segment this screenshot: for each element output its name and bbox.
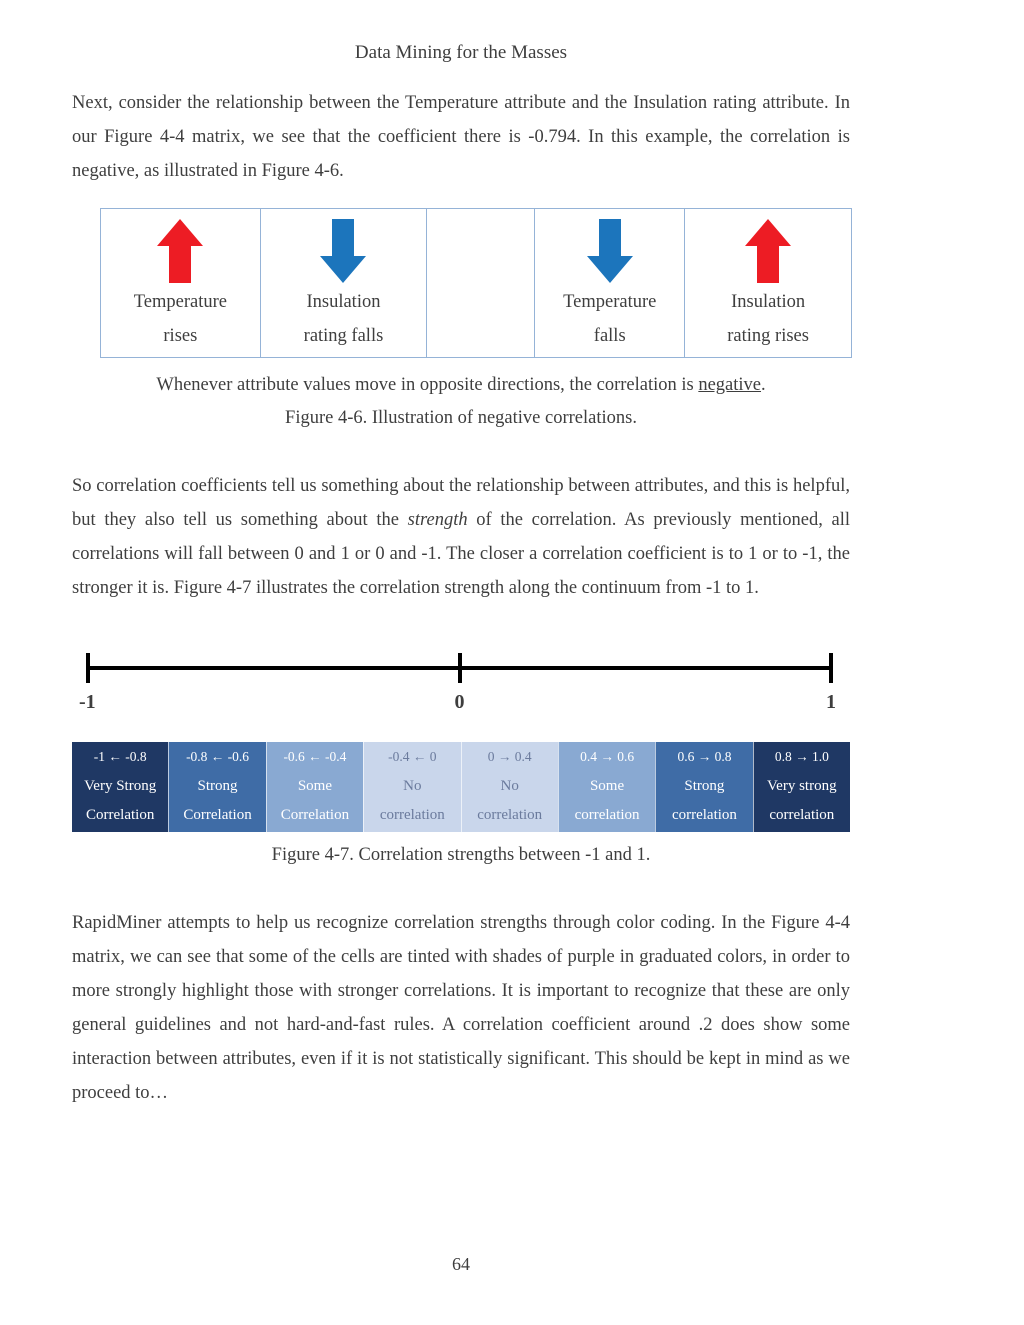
cell-label-line1: Insulation: [306, 292, 381, 312]
figure-cell-empty: [427, 209, 535, 357]
caption-text: Whenever attribute values move in opposite directions, the correlation is: [156, 375, 699, 395]
caption-text: .: [761, 375, 766, 395]
paragraph-intro: Next, consider the relationship between the Temperature attribute and the Insulation rating attribute. In our Figure 4-4 matrix, we see that the coefficient there is -0.794. In this example, the correlation is negative, as illustrated in Figure 4-6.: [72, 93, 850, 181]
strength-label: Strong: [684, 777, 725, 794]
cell-label-line2: rating rises: [727, 326, 809, 346]
range-label: -0.6 ← -0.4: [283, 749, 347, 764]
cell-label: [727, 285, 809, 353]
figure-4-6-caption: Figure 4-6. Illustration of negative correlations.: [285, 408, 637, 428]
strength-label: Some: [297, 777, 333, 794]
range-label: 0.6 → 0.8: [677, 749, 732, 764]
correlation-word: correlation: [477, 807, 543, 823]
strip-cell-no-negative: [363, 742, 460, 832]
correlation-word: Correlation: [183, 807, 252, 823]
down-arrow-icon: [587, 217, 633, 285]
strength-label: Very strong: [767, 777, 837, 794]
cell-label: [563, 285, 656, 353]
italic-word: strength: [407, 510, 468, 530]
up-arrow-icon: [745, 217, 791, 285]
strip-cell-strong-negative: [168, 742, 265, 832]
figure-cell-insulation-rises: [685, 209, 851, 357]
strength-label: Strong: [197, 777, 238, 794]
strength-label: No: [403, 777, 422, 794]
caption-underlined-word: negative: [698, 375, 762, 395]
strength-label: Very Strong: [84, 777, 157, 794]
paragraph-rapidminer: RapidMiner attempts to help us recognize correlation strengths through color coding. In the Figure 4-4 matrix, we can see that some of the cells are tinted with shades of purple in graduated colors, in order to more strongly highlight those with stronger correlations. It is important to recognize that these are only general guidelines and not hard-and-fast rules. A correlation coefficient around .2 does show some interaction between attributes, even if it is not statistically significant. This should be kept in mind as we proceed to…: [72, 913, 850, 1103]
cell-label-line1: Temperature: [133, 292, 227, 312]
cell-label: [134, 285, 227, 353]
strip-cell-strong-positive: [655, 742, 752, 832]
range-label: 0.8 → 1.0: [774, 749, 829, 764]
down-arrow-icon: [320, 217, 366, 285]
figure-4-7-caption: Figure 4-7. Correlation strengths between -1 and 1.: [271, 845, 651, 865]
strip-cell-very-strong-positive: [753, 742, 850, 832]
strength-label: No: [500, 777, 519, 794]
running-header: Data Mining for the Masses: [354, 42, 568, 63]
correlation-word: Correlation: [86, 807, 155, 823]
cell-label-line2: rating falls: [303, 326, 384, 346]
cell-label-line2: rises: [163, 326, 198, 346]
up-arrow-icon: [157, 217, 203, 285]
page-number: 64: [452, 1254, 470, 1274]
correlation-word: correlation: [769, 807, 835, 823]
range-label: 0 → 0.4: [487, 749, 532, 764]
figure-4-6-captions: [72, 369, 850, 435]
paragraph-text: So correlation coefficients tell us something about the relationship between attributes, and this is helpful, but they also tell us something about the: [72, 476, 850, 530]
range-label: -0.8 ← -0.6: [186, 749, 250, 764]
cell-label-line2: falls: [593, 326, 626, 346]
tick-zero: [458, 653, 462, 683]
correlation-word: correlation: [574, 807, 640, 823]
range-label: 0.4 → 0.6: [580, 749, 635, 764]
cell-label: [304, 285, 384, 353]
correlation-word: Correlation: [280, 807, 350, 823]
correlation-strength-strip: [72, 742, 850, 832]
cell-label-line1: Insulation: [731, 292, 806, 312]
axis-label-one: 1: [826, 691, 836, 713]
tick-one: [829, 653, 833, 683]
range-label: -1 ← -0.8: [93, 749, 147, 764]
paragraph-strength: [72, 469, 850, 605]
axis-label-zero: 0: [454, 691, 465, 713]
strip-cell-very-strong-negative: [72, 742, 168, 832]
strip-cell-some-negative: [266, 742, 363, 832]
figure-cell-temperature-rises: [101, 209, 261, 357]
figure-cell-temperature-falls: [535, 209, 685, 357]
axis-label-minus-1: -1: [79, 691, 96, 713]
correlation-number-line: [79, 653, 836, 729]
strip-cell-some-positive: [558, 742, 655, 832]
figure-4-6-table: [100, 208, 852, 358]
range-label: -0.4 ← 0: [388, 749, 437, 764]
figure-4-6-sentence: [72, 369, 850, 402]
correlation-word: correlation: [379, 807, 445, 823]
tick-minus-1: [86, 653, 90, 683]
strip-cell-no-positive: [461, 742, 558, 832]
correlation-word: correlation: [671, 807, 737, 823]
cell-label-line1: Temperature: [563, 292, 657, 312]
figure-cell-insulation-falls: [261, 209, 428, 357]
paragraph-text: of the correlation. As previously mentioned, all correlations will fall between 0 and 1 or 0 and -1. The closer a correlation coefficient is to 1 or to -1, the stronger it is. Figure 4-7 illustrates the correlation strength along the continuum from -1 to 1.: [72, 510, 851, 598]
strength-label: Some: [589, 777, 625, 794]
